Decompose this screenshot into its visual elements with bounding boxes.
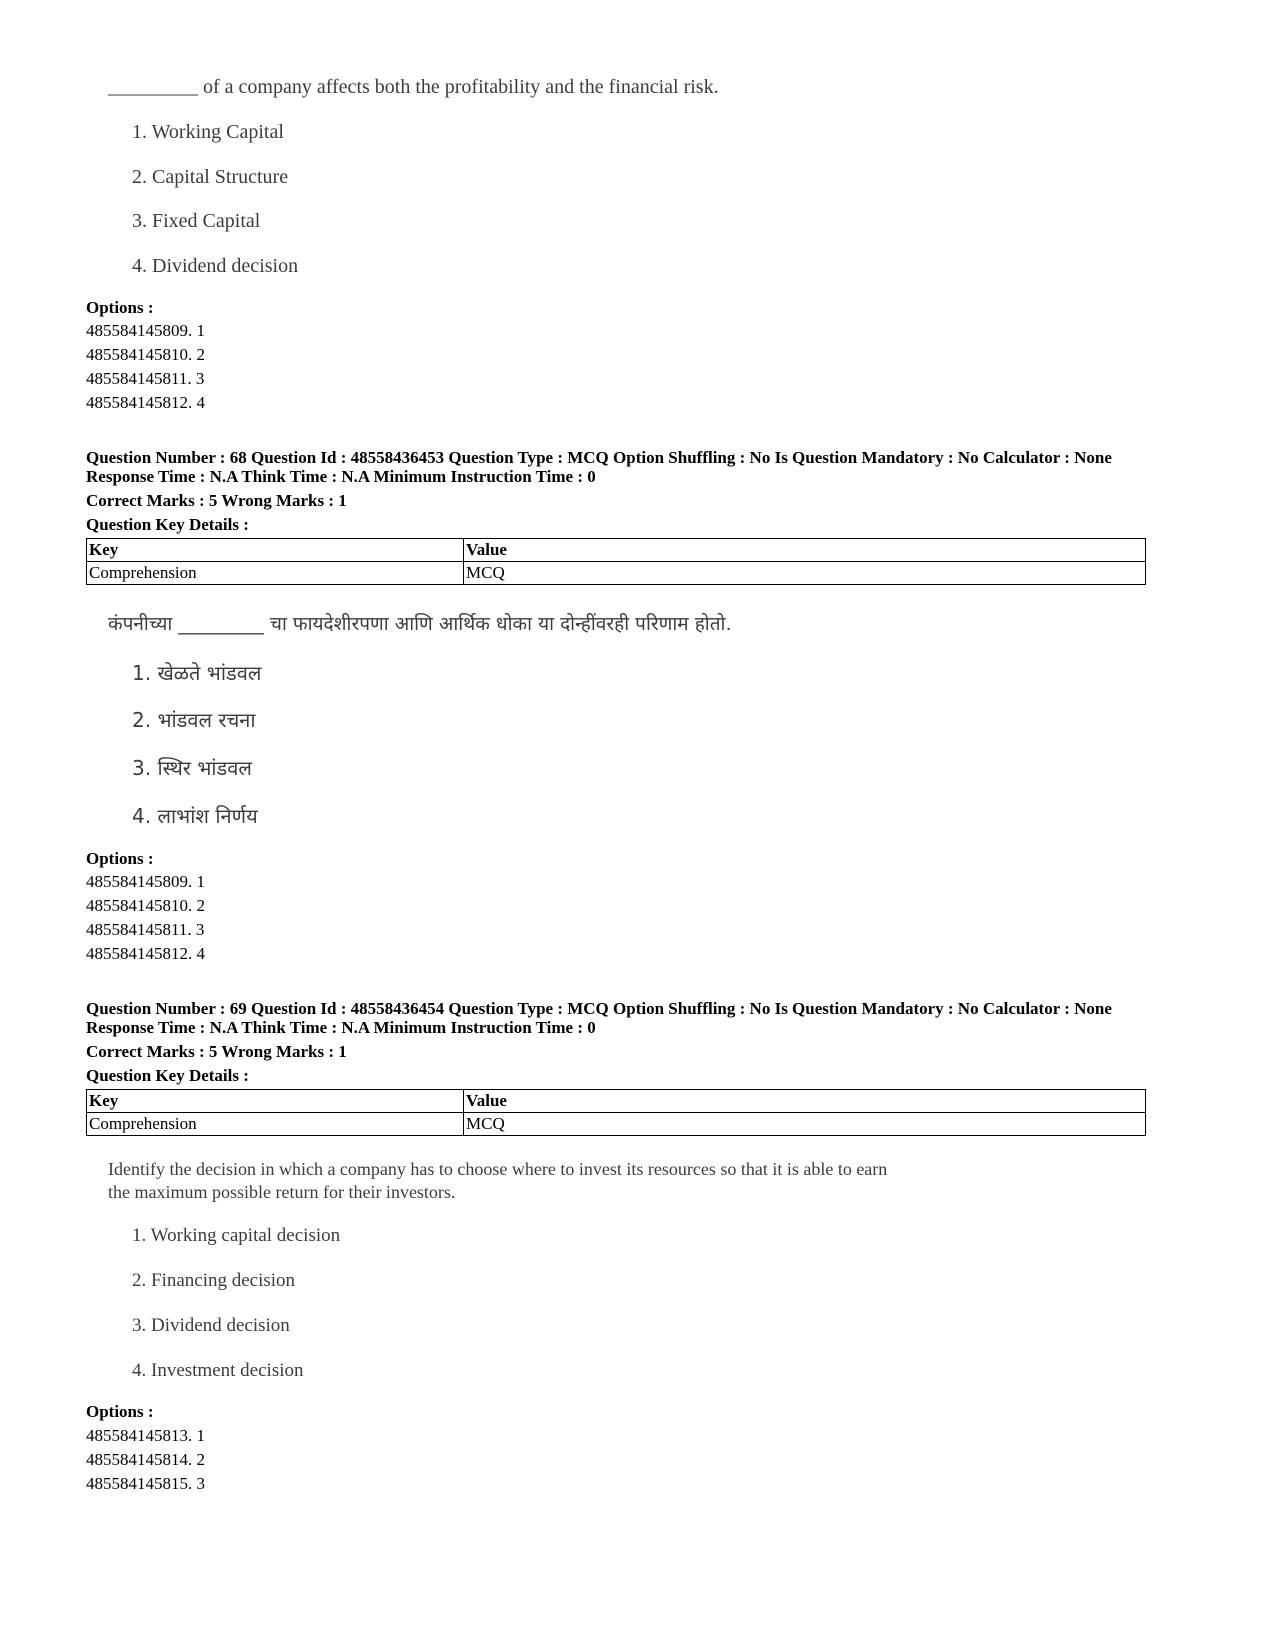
table-row: [87, 1113, 1146, 1136]
question-68-meta-line-2: Response Time : N.A Think Time : N.A Minimum Instruction Time : 0: [86, 467, 596, 486]
question-69-key-details-label: Question Key Details :: [86, 1066, 249, 1085]
question-69-marks: Correct Marks : 5 Wrong Marks : 1: [86, 1042, 347, 1061]
question-68-option-id-1: 485584145809. 1: [86, 872, 205, 891]
table-cell-value: MCQ: [464, 1113, 1146, 1136]
question-67-option-id-3: 485584145811. 3: [86, 369, 205, 388]
question-69-option-id-3: 485584145815. 3: [86, 1474, 205, 1493]
table-row: [87, 562, 1146, 585]
question-69-key-table: [86, 1089, 1146, 1136]
question-69-image-option-2: 2. Financing decision: [132, 1270, 296, 1291]
question-68-image-option-1: 1. खेळते भांडवल: [132, 661, 262, 685]
question-68-meta-line-1: Question Number : 68 Question Id : 48558436453 Question Type : MCQ Option Shuffling : No Is Question Mandatory : No Calculator : None: [86, 448, 1112, 467]
question-69-meta-line-1: Question Number : 69 Question Id : 48558436454 Question Type : MCQ Option Shuffling : No Is Question Mandatory : No Calculator : None: [86, 999, 1112, 1018]
table-header-value: Value: [464, 1090, 1146, 1113]
table-header-key: Key: [87, 1090, 464, 1113]
question-69-image-option-1: 1. Working capital decision: [132, 1225, 341, 1246]
question-68-option-id-4: 485584145812. 4: [86, 944, 205, 963]
question-68-key-details-label: Question Key Details :: [86, 515, 249, 534]
question-68-image-option-3: 3. स्थिर भांडवल: [132, 756, 252, 780]
question-67-image-option-3: 3. Fixed Capital: [132, 210, 261, 232]
question-69-image-text-line-1: Identify the decision in which a company has to choose where to invest its resources so that it is able to earn: [108, 1159, 888, 1179]
table-header-value: Value: [464, 539, 1146, 562]
table-cell-key: Comprehension: [87, 562, 464, 585]
table-header-row: [87, 539, 1146, 562]
question-69-image-option-4: 4. Investment decision: [132, 1360, 304, 1381]
question-69-image-text-line-2: the maximum possible return for their investors.: [108, 1182, 456, 1202]
table-header-row: [87, 1090, 1146, 1113]
question-68-key-table: [86, 538, 1146, 585]
table-cell-key: Comprehension: [87, 1113, 464, 1136]
question-67-image-option-1: 1. Working Capital: [132, 121, 284, 143]
question-67-image-option-2: 2. Capital Structure: [132, 166, 289, 188]
question-69-option-id-1: 485584145813. 1: [86, 1426, 205, 1445]
question-68-image-text: कंपनीच्या _________ चा फायदेशीरपणा आणि आर्थिक धोका या दोन्हींवरही परिणाम होतो.: [108, 613, 732, 635]
question-68-options-label: Options :: [86, 849, 154, 868]
question-68-marks: Correct Marks : 5 Wrong Marks : 1: [86, 491, 347, 510]
question-69-option-id-2: 485584145814. 2: [86, 1450, 205, 1469]
question-67-options-label: Options :: [86, 298, 154, 317]
question-69-options-label: Options :: [86, 1402, 154, 1421]
question-68-image-option-4: 4. लाभांश निर्णय: [132, 804, 258, 828]
question-67-option-id-2: 485584145810. 2: [86, 345, 205, 364]
question-68-option-id-3: 485584145811. 3: [86, 920, 205, 939]
table-cell-value: MCQ: [464, 562, 1146, 585]
question-68-image-option-2: 2. भांडवल रचना: [132, 708, 256, 732]
question-69-image-option-3: 3. Dividend decision: [132, 1315, 290, 1336]
table-header-key: Key: [87, 539, 464, 562]
question-67-image-text: _________ of a company affects both the profitability and the financial risk.: [108, 76, 719, 98]
question-69-meta-line-2: Response Time : N.A Think Time : N.A Minimum Instruction Time : 0: [86, 1018, 596, 1037]
question-68-option-id-2: 485584145810. 2: [86, 896, 205, 915]
question-67-option-id-1: 485584145809. 1: [86, 321, 205, 340]
question-67-option-id-4: 485584145812. 4: [86, 393, 205, 412]
question-67-image-option-4: 4. Dividend decision: [132, 255, 299, 277]
